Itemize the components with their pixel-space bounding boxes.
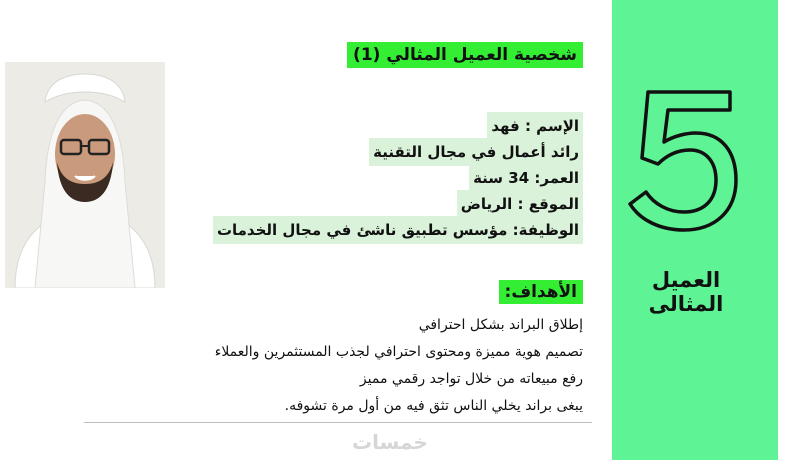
goal-item: تصميم هوية مميزة ومحتوى احترافي لجذب المستثمرين والعملاء [214, 344, 583, 360]
goals-list [180, 312, 583, 420]
goal-item: إطلاق البراند بشكل احترافي [418, 317, 583, 333]
goal-item: يبغى براند يخلي الناس تثق فيه من أول مرة تشوفه. [284, 398, 583, 414]
info-job: الوظيفة: مؤسس تطبيق ناشئ في مجال الخدمات [213, 216, 583, 244]
goals-heading-text: الأهداف: [499, 280, 583, 304]
side-label: العميل المثالى [648, 268, 724, 316]
info-profession: رائد أعمال في مجال التقنية [369, 138, 583, 166]
info-location: الموقع : الرياض [457, 190, 583, 218]
person-photo-icon [5, 62, 165, 288]
avatar [5, 62, 165, 288]
persona-title [180, 42, 583, 68]
goal-item: رفع مبيعاته من خلال تواجد رقمي مميز [359, 371, 583, 387]
persona-info [180, 112, 583, 242]
info-age: العمر: 34 سنة [469, 164, 583, 192]
persona-title-text: شخصية العميل المثالي (1) [347, 42, 583, 68]
goals-heading [180, 280, 583, 304]
info-name: الإسم : فهد [487, 112, 583, 140]
big-number-5 [620, 70, 740, 240]
divider [84, 422, 592, 423]
watermark: خمسات [352, 430, 428, 454]
